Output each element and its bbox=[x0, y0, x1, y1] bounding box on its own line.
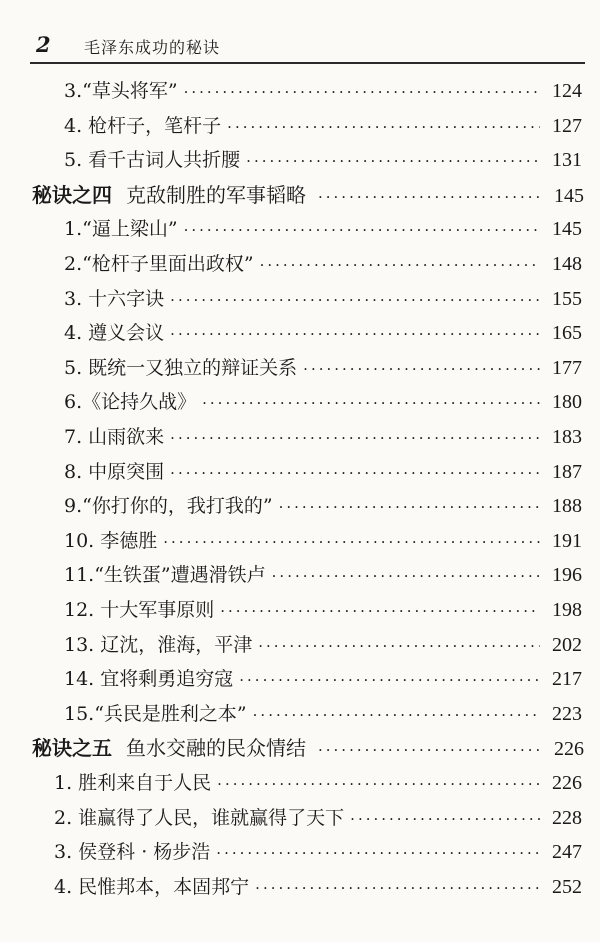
entry-title: 14. 宜将剩勇追穷寇 bbox=[64, 668, 234, 691]
page-ref: 252 bbox=[552, 875, 582, 898]
toc-entry-row bbox=[64, 524, 582, 558]
entry-title: 2.“枪杆子里面出政权” bbox=[64, 253, 254, 275]
page-header bbox=[30, 30, 590, 70]
dot-leader bbox=[217, 767, 540, 801]
dot-leader bbox=[318, 733, 542, 767]
toc-entry-row bbox=[64, 351, 582, 385]
toc-entry-row bbox=[64, 697, 582, 731]
section-label: 秘诀之四 bbox=[32, 182, 112, 207]
dot-leader bbox=[202, 386, 540, 420]
dot-leader bbox=[239, 663, 540, 697]
entry-title: 13. 辽沈，淮海，平津 bbox=[64, 633, 253, 656]
page-ref: 131 bbox=[552, 149, 582, 172]
toc-entry-row bbox=[64, 74, 582, 108]
dot-leader bbox=[272, 559, 540, 593]
entry-title: 4. 枪杆子，笔杆子 bbox=[64, 114, 222, 137]
dot-leader bbox=[216, 836, 540, 870]
page-ref: 145 bbox=[554, 184, 584, 207]
toc-entry-row bbox=[64, 662, 582, 696]
entry-title: 3. 十六字诀 bbox=[64, 287, 165, 310]
toc-section-row bbox=[32, 731, 584, 765]
toc-entry-row bbox=[64, 247, 582, 281]
dot-leader bbox=[184, 75, 540, 109]
entry-title: 12. 十大军事原则 bbox=[64, 599, 215, 621]
dot-leader bbox=[258, 629, 540, 663]
dot-leader bbox=[170, 421, 540, 455]
dot-leader bbox=[227, 110, 540, 144]
entry-title: 10. 李德胜 bbox=[64, 529, 158, 552]
entry-title: 5. 看千古词人共折腰 bbox=[64, 149, 241, 172]
toc-entry-row bbox=[64, 593, 582, 627]
section-title: 鱼水交融的民众情结 bbox=[126, 736, 306, 761]
book-title: 毛泽东成功的秘诀 bbox=[84, 38, 221, 57]
page-ref: 191 bbox=[552, 529, 582, 552]
page-ref: 145 bbox=[552, 218, 582, 241]
dot-leader bbox=[253, 698, 540, 732]
page-ref: 196 bbox=[552, 564, 582, 587]
dot-leader bbox=[170, 456, 540, 490]
toc-entry-row bbox=[54, 766, 582, 800]
entry-title: 4. 遵义会议 bbox=[64, 322, 165, 345]
page-ref: 226 bbox=[552, 772, 582, 794]
toc-entry-row bbox=[54, 835, 582, 869]
dot-leader bbox=[318, 180, 542, 214]
toc-entry-row bbox=[64, 109, 582, 143]
section-title: 克敌制胜的军事韬略 bbox=[126, 182, 306, 207]
page-ref: 124 bbox=[552, 80, 582, 102]
toc-section-row bbox=[32, 178, 584, 212]
entry-title: 4. 民惟邦本，本固邦宁 bbox=[54, 875, 250, 898]
page-ref: 202 bbox=[552, 633, 582, 656]
entry-title: 6.《论持久战》 bbox=[64, 391, 197, 414]
dot-leader bbox=[220, 594, 540, 628]
toc-entry-row bbox=[64, 489, 582, 523]
entry-title: 3.“草头将军” bbox=[64, 80, 178, 102]
page-ref: 188 bbox=[552, 495, 582, 518]
toc-entry-row bbox=[64, 558, 582, 592]
page-ref: 183 bbox=[552, 426, 582, 448]
entry-title: 7. 山雨欲来 bbox=[64, 426, 165, 448]
entry-title: 3. 侯登科 · 杨步浩 bbox=[54, 841, 211, 864]
page-ref: 155 bbox=[552, 287, 582, 310]
entry-title: 1. 胜利来自于人民 bbox=[54, 772, 212, 794]
toc-entry-row bbox=[64, 628, 582, 662]
dot-leader bbox=[350, 802, 540, 836]
page-ref: 198 bbox=[552, 599, 582, 621]
entry-title: 9.“你打你的，我打我的” bbox=[64, 495, 273, 518]
dot-leader bbox=[163, 525, 540, 559]
page-ref: 247 bbox=[552, 841, 582, 864]
dot-leader bbox=[170, 317, 540, 351]
page-ref: 223 bbox=[552, 702, 582, 725]
entry-title: 8. 中原突围 bbox=[64, 460, 165, 483]
page-ref: 177 bbox=[552, 356, 582, 379]
entry-title: 1.“逼上梁山” bbox=[64, 218, 178, 241]
entry-title: 2. 谁赢得了人民，谁就赢得了天下 bbox=[54, 806, 345, 829]
page-ref: 148 bbox=[552, 253, 582, 275]
page-ref: 127 bbox=[552, 114, 582, 137]
toc-entry-row bbox=[54, 801, 582, 835]
page-ref: 180 bbox=[552, 391, 582, 414]
entry-title: 11.“生铁蛋”遭遇滑铁卢 bbox=[64, 564, 266, 587]
dot-leader bbox=[255, 871, 540, 905]
toc-entry-row bbox=[64, 282, 582, 316]
dot-leader bbox=[279, 490, 540, 524]
page-number: 2 bbox=[36, 32, 51, 57]
entry-title: 15.“兵民是胜利之本” bbox=[64, 702, 247, 725]
toc-entry-row bbox=[64, 143, 582, 177]
toc-entry-row bbox=[64, 212, 582, 246]
page-ref: 228 bbox=[552, 806, 582, 829]
toc-entry-row bbox=[64, 316, 582, 350]
toc-entry-row bbox=[64, 420, 582, 454]
page-ref: 217 bbox=[552, 668, 582, 691]
toc-entry-row bbox=[64, 385, 582, 419]
dot-leader bbox=[170, 283, 540, 317]
dot-leader bbox=[184, 213, 540, 247]
dot-leader bbox=[246, 144, 540, 178]
toc-entry-row bbox=[64, 455, 582, 489]
header-rule bbox=[30, 62, 585, 64]
page-ref: 165 bbox=[552, 322, 582, 345]
page-ref: 226 bbox=[554, 738, 584, 761]
entry-title: 5. 既统一又独立的辩证关系 bbox=[64, 356, 298, 379]
page-ref: 187 bbox=[552, 460, 582, 483]
section-label: 秘诀之五 bbox=[32, 736, 112, 761]
dot-leader bbox=[260, 248, 540, 282]
dot-leader bbox=[303, 352, 540, 386]
toc-entry-row bbox=[54, 870, 582, 904]
